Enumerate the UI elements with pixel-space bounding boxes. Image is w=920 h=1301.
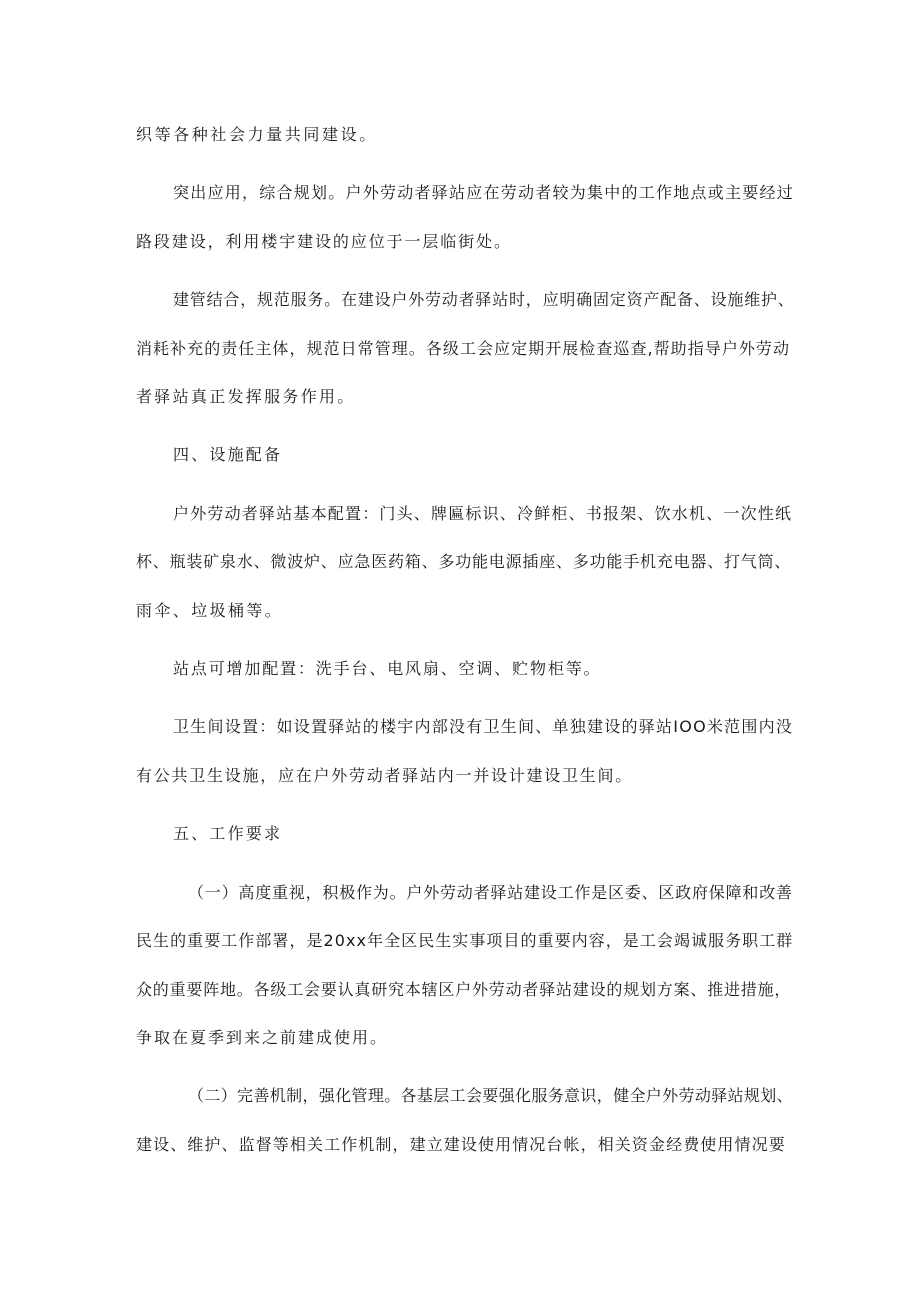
paragraph-line: 雨伞、垃圾桶等。: [136, 601, 284, 620]
section-heading: 五、工作要求: [173, 824, 283, 843]
paragraph-line: 争取在夏季到来之前建成使用。: [136, 1028, 389, 1047]
paragraph-line: 众的重要阵地。各级工会要认真研究本辖区户外劳动者驿站建设的规划方案、推进措施，: [136, 980, 792, 999]
paragraph-line: 路段建设，利用楼宇建设的应位于一层临街处。: [136, 232, 512, 251]
paragraph-line: 户外劳动者驿站基本配置：门头、牌匾标识、冷鲜柜、书报架、饮水机、一次性纸: [173, 504, 793, 523]
section-heading: 四、设施配备: [173, 445, 283, 464]
paragraph-line: 卫生间设置：如设置驿站的楼宇内部没有卫生间、单独建设的驿站IOO米范围内没: [173, 717, 794, 736]
paragraph-line: 突出应用，综合规划。户外劳动者驿站应在劳动者较为集中的工作地点或主要经过: [173, 183, 795, 202]
paragraph-line: （一）高度重视，积极作为。户外劳动者驿站建设工作是区委、区政府保障和改善: [188, 883, 793, 902]
paragraph-line: 杯、瓶装矿泉水、微波炉、应急医药箱、多功能电源插座、多功能手机充电器、打气筒、: [136, 552, 792, 571]
paragraph-line: 者驿站真正发挥服务作用。: [136, 387, 356, 406]
paragraph-line: 织等各种社会力量共同建设。: [136, 125, 378, 144]
paragraph-line: 建管结合，规范服务。在建设户外劳动者驿站时，应明确固定资产配备、设施维护、: [173, 290, 795, 309]
paragraph-line: （二）完善机制，强化管理。各基层工会要强化服务意识，健全户外劳动驿站规划、: [188, 1086, 793, 1105]
paragraph-line: 有公共卫生设施，应在户外劳动者驿站内一并设计建设卫生间。: [136, 766, 634, 785]
paragraph-line: 消耗补充的责任主体，规范日常管理。各级工会应定期开展检查巡查,帮助指导户外劳动: [136, 339, 791, 358]
paragraph-line: 站点可增加配置：洗手台、电风扇、空调、贮物柜等。: [173, 659, 602, 678]
paragraph-line: 民生的重要工作部署，是20xx年全区民生实事项目的重要内容，是工会竭诚服务职工群: [136, 931, 794, 950]
paragraph-line: 建设、维护、监督等相关工作机制，建立建设使用情况台帐，相关资金经费使用情况要: [136, 1135, 786, 1154]
